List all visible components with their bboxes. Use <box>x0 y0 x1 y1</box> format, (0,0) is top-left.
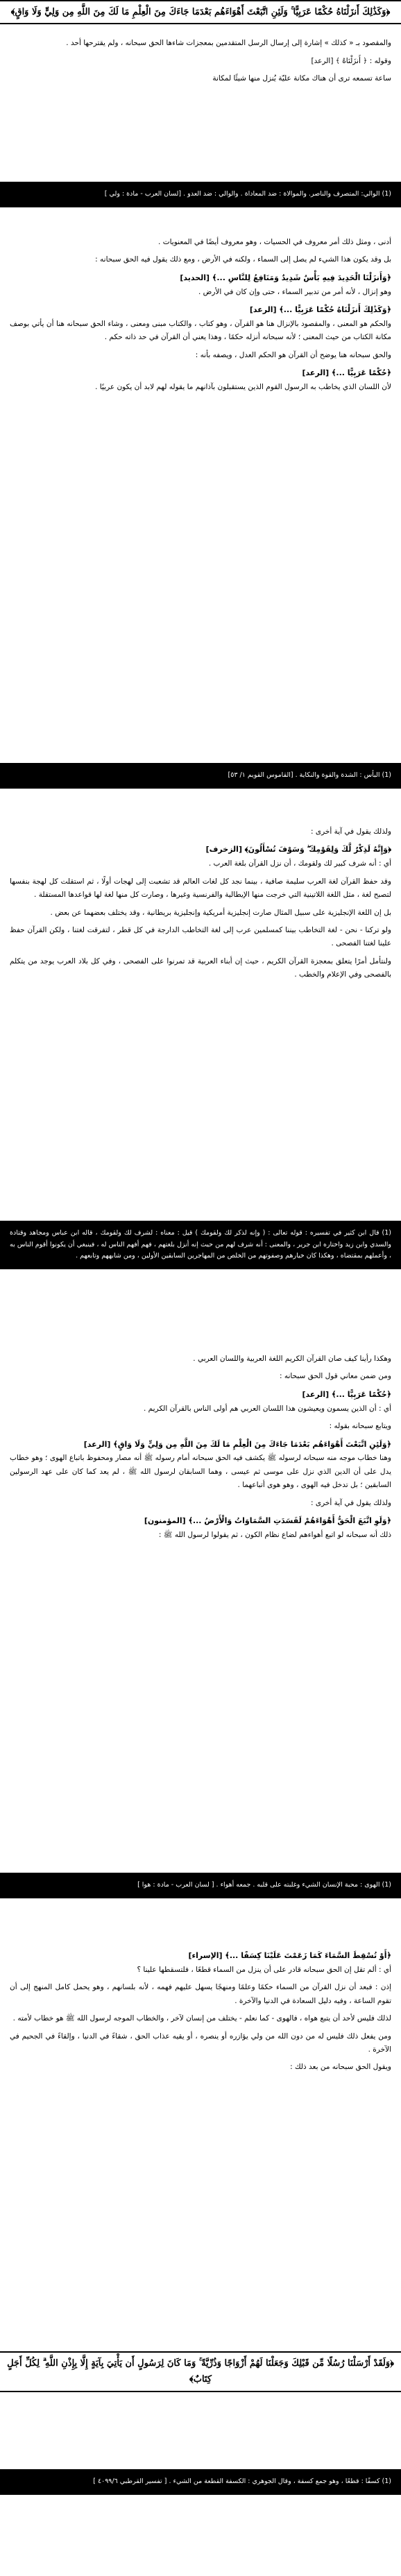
paragraph: ولذلك يقول في آية أخرى : <box>310 1498 391 1507</box>
quran-verse: ﴿حُكْمًا عَرَبِيًّا ...﴾ [الرعد] <box>302 368 391 378</box>
section-body <box>0 236 401 399</box>
footnote-text: (1) كسفًا : قطعًا ، وهو جمع كسفة ، وقال الجوهري : الكسفة القطعة من الشيء . [ تفسير القرطبي ٤٠٩٩/٦ ] <box>0 2469 401 2495</box>
paragraph: ولو تركنا - نحن - لغة التخاطب بيننا كمسلمين عرب إلى لغة التخاطب الدارجة في كل قطر ، لتفرقت لغتنا ، ولكن القرآن حفظ علينا لغتنا الفصحى . <box>10 926 391 948</box>
paragraph: لأن اللسان الذي يخاطب به الرسول القوم الذين يستقبلون بآذانهم ما يقوله لهم لابد أن يكون عربيًا . <box>95 383 391 392</box>
quran-verse: ﴿وَلَوِ اتَّبَعَ الْحَقُّ أَهْوَاءَهُمْ لَفَسَدَتِ السَّمَاوَاتُ وَالْأَرْضُ ...﴾ [المؤمنون] <box>144 1516 391 1526</box>
footnote-box <box>0 2469 401 2495</box>
quran-verse: ﴿وَأَنزَلْنَا الْحَدِيدَ فِيهِ بَأْسٌ شَدِيدٌ وَمَنَافِعُ لِلنَّاسِ ...﴾ [الحديد] <box>180 273 391 282</box>
paragraph: أي : أنه شرف كبير لك ولقومك ، أن نزل القرآن بلغة العرب . <box>208 859 391 868</box>
paragraph: أي : أن الذين يسمون ويعيشون هذا اللسان العربي هم أولى الناس بالقرآن الكريم . <box>143 1404 391 1413</box>
paragraph: أدنى ، ومثل ذلك أمر معروف في الحسيات ، وهو معروف أيضًا في المعنويات . <box>158 238 391 246</box>
paragraph: لذلك فليس لأحد أن يتبع هواه ، فالهوى - كما نعلم - يختلف من إنسان لآخر ، والخطاب الموجه لرسول الله ﷺ هو خطاب لأمته . <box>12 2014 391 2023</box>
paragraph: وقد حفظ القرآن لغة العرب سليمة صافية ، بينما نجد كل لغات العالم قد تشعبت إلى لهجات أولًا ، ثم استقلت كل لهجة بنفسها لتصبح لغة ، مثل اللغة اللاتينية التي خرجت منها الإيطالية والفرنسية وغيرها ، وصارت كل منها لغة لها قواعدها المستقلة . <box>10 877 391 900</box>
paragraph: والحق سبحانه هنا يوضح أن القرآن هو الحكم العدل ، ويصفه بأنه : <box>195 350 391 359</box>
quran-verse: ﴿وَإِنَّهُ لَذِكْرٌ لَّكَ وَلِقَوْمِكَ ۖ وَسَوْفَ تُسْأَلُونَ﴾ [الزخرف] <box>205 845 391 855</box>
paragraph: إذن : فبعد أن نزل القرآن من السماء حكمًا وعلمًا ومنهجًا يسهل عليهم فهمه ، لأنه بلسانهم ، وهو يحمل كامل المنهج إلى أن تقوم الساعة ، وفيه دليل السعادة في الدنيا والآخرة . <box>10 1983 391 2005</box>
section-body <box>0 1949 401 2079</box>
footnote-box <box>0 1873 401 1898</box>
paragraph: ويتابع سبحانه بقوله : <box>329 1422 391 1431</box>
footnote-box <box>0 763 401 789</box>
footnote-text: (1) البأس : الشدة والقوة والنكاية . [القاموس القويم ١/ ٥٣] <box>0 763 401 789</box>
paragraph: وهنا خطاب موجه منه سبحانه لرسوله ﷺ يكشف فيه الحق سبحانه أمام رسوله ﷺ أنه مصار ومحفوظ باتباع الهوى ؛ وهو خطاب يدل على أن الدين الذي نزل على موسى ثم عيسى ، وهما السابقان لرسول الله ﷺ ، لم يعد كما كان على عهد الرسولين السابقين ؛ بل تدخل فيه الهوى ، وهو هوى أتباعهما . <box>10 1454 391 1490</box>
section-body <box>0 1353 401 1546</box>
section-body <box>0 825 401 986</box>
quran-verse: ﴿حُكْمًا عَرَبِيًّا ...﴾ [الرعد] <box>302 1389 391 1399</box>
footnote-box <box>0 1221 401 1269</box>
section-calligraphy <box>0 2351 401 2392</box>
quran-verse: ﴿وَلَئِنِ اتَّبَعْتَ أَهْوَاءَهُم بَعْدَمَا جَاءَكَ مِنَ الْعِلْمِ مَا لَكَ مِنَ اللَّهِ مِن وَلِيٍّ وَلَا وَاقٍ﴾ [الرعد] <box>83 1439 391 1449</box>
paragraph: ومن ضمن معاني قول الحق سبحانه : <box>279 1372 391 1381</box>
quran-verse: ﴿أَوْ تُسْقِطَ السَّمَاءَ كَمَا زَعَمْتَ عَلَيْنَا كِسَفًا ...﴾ [الإسراء] <box>188 1951 391 1960</box>
calligraphy-verse: ﴿وَلَقَدْ أَرْسَلْنَا رُسُلًا مِّن قَبْلِكَ وَجَعَلْنَا لَهُمْ أَزْوَاجًا وَذُرِّيَّةً ۚ وَمَا كَانَ لِرَسُولٍ أَن يَأْتِيَ بِآيَةٍ إِلَّا بِإِذْنِ اللَّهِ ۗ لِكُلِّ أَجَلٍ كِتَابٌ﴾ <box>0 2351 401 2392</box>
paragraph: ومن يفعل ذلك فليس له من دون الله من ولي يؤازره أو ينصره ، أو يقيه عذاب الحق ، شقاءً في الدنيا ، وإلقاءً في الجحيم في الآخرة . <box>10 2032 391 2054</box>
paragraph: ولنتأمل أمرًا يتعلق بمعجزة القرآن الكريم ، حيث إن أبناء العربية قد تمرنوا على الفصحى ، وفي كل بلاد العرب يوجد من يتكلم بالفصحى وفي الإعلام والخطب . <box>10 956 391 979</box>
footnote-box <box>0 182 401 207</box>
footnote-text: (1) قال ابن كثير في تفسيره : قوله تعالى : ( وإنه لذكر لك ولقومك ) قيل : معناه : لشرف لك ولقومك ، قاله ابن عباس ومجاهد وقتادة والسدي وابن زيد واختاره ابن جرير ، والمعنى : أنه شرف لهم من حيث إنه أنزل بلغتهم ، فهم أفهم الناس له ، فينبغي أن يكونوا أقوم الناس به ، وأعملهم بمقتضاه ، وهكذا كان خيارهم وصفوتهم من الخلص من المهاجرين السابقين الأولين ، ومن شابههم وتابعهم . <box>0 1221 401 1269</box>
paragraph: أي : ألم تقل إن الحق سبحانه قادر على أن ينزل من السماء قطعًا ، فلتسقطها علينا ؟ <box>137 1965 391 1974</box>
paragraph: والحكم هو المعنى ، والمقصود بالإنزال هنا هو القرآن ، وهو كتاب ، والكتاب مبنى ومعنى ، وشاء الحق سبحانه هنا أن يأتي بوصف مكانة الكتاب من حيث المعنى ؛ لأنه سبحانه أنزله حكمًا ، وهذا يعني أن القرآن في حد ذاته حكم . <box>10 320 391 342</box>
paragraph: وهو إنزال ، لأنه أمر من تدبير السماء ، حتى وإن كان في الأرض . <box>198 287 391 296</box>
footnote-text: (1) الوالي: المتصرف والناصر. والموالاة : ضد المعاداة . والوالي : ضد العدو . [لسان العرب - مادة : ولي ] <box>0 182 401 207</box>
paragraph: ذلك أنه سبحانه لو اتبع أهواءهم لضاع نظام الكون ، ثم يقولوا لرسول الله ﷺ : <box>158 1531 391 1540</box>
paragraph: ولذلك يقول في آية أخرى : <box>310 827 391 836</box>
paragraph: ساعة تسمعه ترى أن هناك مكانة عليّة يُنزل منها شيئًا لمكانة <box>212 74 391 83</box>
footnote-text: (1) الهوى : محبة الإنسان الشيء وغلبته على قلبه . جمعه أهواء . [ لسان العرب - مادة : هوا ] <box>0 1873 401 1898</box>
section-top <box>0 0 401 90</box>
quran-verse: ﴿وَكَذَٰلِكَ أَنزَلْنَاهُ حُكْمًا عَرَبِيًّا ...﴾ [الرعد] <box>249 305 391 315</box>
paragraph: بل وقد يكون هذا الشيء لم يصل إلى السماء ، ولكنه في الأرض ، ومع ذلك يقول فيه الحق سبحانه : <box>95 255 391 264</box>
paragraph: والمقصود بـ « كذلك » إشارة إلى إرسال الرسل المتقدمين بمعجزات شاءها الحق سبحانه ، ولم يقترحها أحد . <box>66 39 391 48</box>
paragraph: وهكذا رأينا كيف صان القرآن الكريم اللغة العربية واللسان العربي . <box>193 1355 391 1363</box>
paragraph: وقوله : ﴿ أَنزَلْنَاهُ ﴾ [الرعد] <box>311 56 391 65</box>
paragraph: بل إن اللغة الإنجليزية على سبيل المثال صارت إنجليزية أمريكية وإنجليزية بريطانية ، وقد يختلف بعضهما عن بعض . <box>50 908 391 917</box>
calligraphy-verse: ﴿وَكَذَٰلِكَ أَنزَلْنَاهُ حُكْمًا عَرَبِيًّا ۚ وَلَئِنِ اتَّبَعْتَ أَهْوَاءَهُم بَعْدَمَا جَاءَكَ مِنَ الْعِلْمِ مَا لَكَ مِنَ اللَّهِ مِن وَلِيٍّ وَلَا وَاقٍ﴾ <box>0 0 401 24</box>
paragraph: ويقول الحق سبحانه من بعد ذلك : <box>290 2063 391 2072</box>
